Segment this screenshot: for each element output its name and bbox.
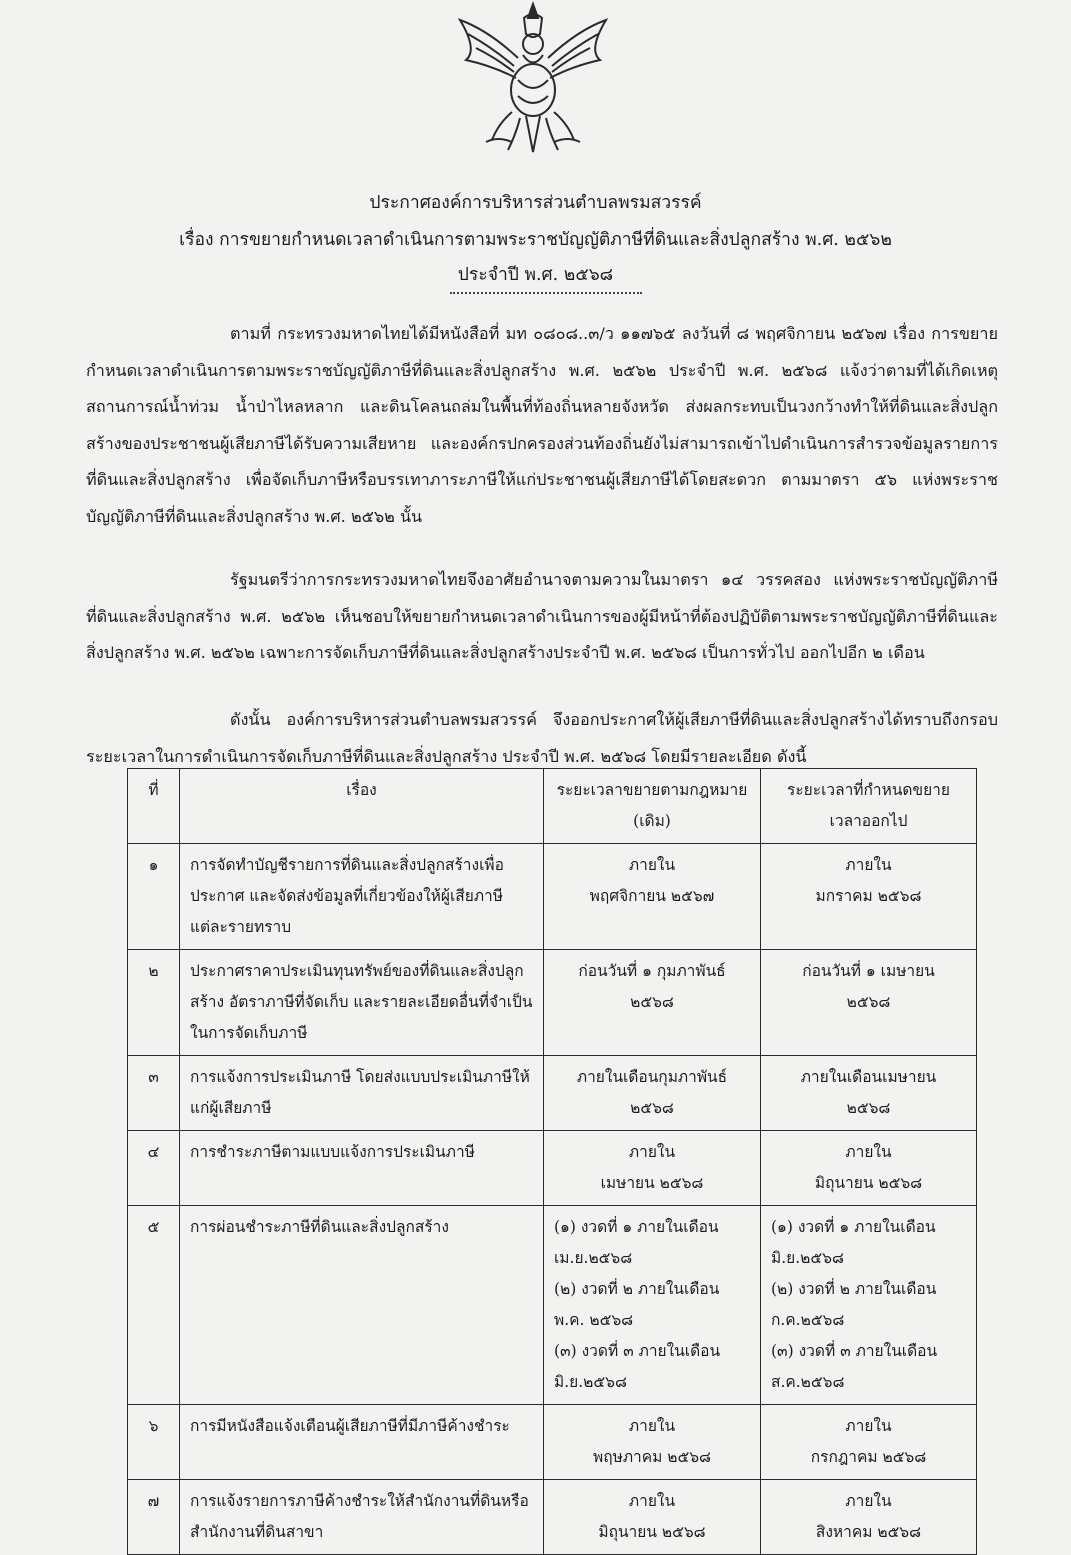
ext-line: ๒๕๖๘ xyxy=(846,1099,891,1117)
announcement-title: ประกาศองค์การบริหารส่วนตำบลพรมสวรรค์ xyxy=(369,193,702,213)
row-no: ๒ xyxy=(128,950,180,1056)
orig-line: ภายในเดือนกุมภาพันธ์ xyxy=(576,1068,728,1086)
paragraph-3: ดังนั้น องค์การบริหารส่วนตำบลพรมสวรรค์ จึงออกประกาศให้ผู้เสียภาษีที่ดินและสิ่งปลูกสร้างได้ทราบถึงกรอบระยะเวลาในการดำเนินการจัดเก็บภาษีที่ดินและสิ่งปลูกสร้าง ประจำปี พ.ศ. ๒๕๖๘ โดยมีรายละเอียด ดังนี้ xyxy=(86,710,998,766)
announcement-subject: เรื่อง การขยายกำหนดเวลาดำเนินการตามพระราชบัญญัติภาษีที่ดินและสิ่งปลูกสร้าง พ.ศ. ๒๕๖๒ xyxy=(179,230,892,250)
ext-line: ภายใน xyxy=(845,1492,892,1510)
ext-line: สิงหาคม ๒๕๖๘ xyxy=(815,1523,922,1541)
orig-line: พ.ค. ๒๕๖๘ xyxy=(554,1311,634,1329)
ext-line: ภายในเดือนเมษายน xyxy=(800,1068,937,1086)
row-topic: ประกาศราคาประเมินทุนทรัพย์ของที่ดินและสิ่งปลูกสร้าง อัตราภาษีที่จัดเก็บ และรายละเอียดอื่นที่จำเป็น ในการจัดเก็บภาษี xyxy=(180,950,544,1056)
orig-line: พฤศจิกายน ๒๕๖๗ xyxy=(589,887,715,905)
table-header-row xyxy=(128,769,977,844)
orig-line: พฤษภาคม ๒๕๖๘ xyxy=(593,1448,711,1466)
row-topic: การชำระภาษีตามแบบแจ้งการประเมินภาษี xyxy=(180,1131,544,1206)
row-no: ๕ xyxy=(128,1206,180,1405)
ext-line: มกราคม ๒๕๖๘ xyxy=(815,887,922,905)
orig-line: ก่อนวันที่ ๑ กุมภาพันธ์ xyxy=(578,962,726,980)
garuda-emblem-icon xyxy=(448,0,618,158)
orig-line: (๓) งวดที่ ๓ ภายในเดือน xyxy=(554,1342,721,1360)
dotted-divider xyxy=(450,292,642,294)
ext-line: มิ.ย.๒๕๖๘ xyxy=(771,1249,844,1267)
row-no: ๗ xyxy=(128,1480,180,1555)
orig-line: ภายใน xyxy=(628,1417,676,1435)
ext-line: ภายใน xyxy=(845,1143,892,1161)
row-no: ๔ xyxy=(128,1131,180,1206)
row-topic: การแจ้งรายการภาษีค้างชำระให้สำนักงานที่ดินหรือสำนักงานที่ดินสาขา xyxy=(180,1480,544,1555)
ext-line: กรกฎาคม ๒๕๖๘ xyxy=(810,1448,927,1466)
orig-line: ๒๕๖๘ xyxy=(630,993,674,1011)
orig-line: ภายใน xyxy=(628,1492,676,1510)
row-topic: การผ่อนชำระภาษีที่ดินและสิ่งปลูกสร้าง xyxy=(180,1206,544,1405)
table-row xyxy=(128,1480,977,1555)
schedule-table xyxy=(127,768,977,1555)
table-row xyxy=(128,844,977,950)
orig-line: (๒) งวดที่ ๒ ภายในเดือน xyxy=(554,1280,720,1298)
table-row xyxy=(128,1131,977,1206)
row-no: ๖ xyxy=(128,1405,180,1480)
orig-line: (๑) งวดที่ ๑ ภายในเดือน xyxy=(554,1218,719,1236)
orig-line: ภายใน xyxy=(628,1143,676,1161)
row-topic: การจัดทำบัญชีรายการที่ดินและสิ่งปลูกสร้างเพื่อประกาศ และจัดส่งข้อมูลที่เกี่ยวข้องให้ผู้เสียภาษีแต่ละรายทราบ xyxy=(180,844,544,950)
ext-line: ๒๕๖๘ xyxy=(846,993,891,1011)
header-topic: เรื่อง xyxy=(180,769,544,844)
header-original-period: ระยะเวลาขยายตามกฎหมาย (เดิม) xyxy=(544,769,761,844)
header-no: ที่ xyxy=(128,769,180,844)
orig-line: มิ.ย.๒๕๖๘ xyxy=(554,1373,627,1391)
ext-line: (๒) งวดที่ ๒ ภายในเดือน xyxy=(771,1280,937,1298)
orig-line: เม.ย.๒๕๖๘ xyxy=(554,1249,633,1267)
header-extended-period: ระยะเวลาที่กำหนดขยายเวลาออกไป xyxy=(761,769,977,844)
table-row xyxy=(128,1405,977,1480)
paragraph-1: ตามที่ กระทรวงมหาดไทยได้มีหนังสือที่ มท ๐๘๐๘..๓/ว ๑๑๗๖๕ ลงวันที่ ๘ พฤศจิกายน ๒๕๖๗ เรื่อง การขยายกำหนดเวลาดำเนินการตามพระราชบัญญัติภาษีที่ดินและสิ่งปลูกสร้าง พ.ศ. ๒๕๖๒ ประจำปี พ.ศ. ๒๕๖๘ แจ้งว่าตามที่ได้เกิดเหตุสถานการณ์น้ำท่วม น้ำป่าไหลหลาก และดินโคลนถล่มในพื้นที่ท้องถิ่นหลายจังหวัด ส่งผลกระทบเป็นวงกว้างทำให้ที่ดินและสิ่งปลูกสร้างของประชาชนผู้เสียภาษีได้รับความเสียหาย และองค์กรปกครองส่วนท้องถิ่นยังไม่สามารถเข้าไปดำเนินการสำรวจข้อมูลรายการที่ดินและสิ่งปลูกสร้าง เพื่อจัดเก็บภาษีหรือบรรเทาภาระภาษีให้แก่ประชาชนผู้เสียภาษีได้โดยสะดวก ตามมาตรา ๕๖ แห่งพระราชบัญญัติภาษีที่ดินและสิ่งปลูกสร้าง พ.ศ. ๒๕๖๒ นั้น xyxy=(86,324,998,526)
table-row xyxy=(128,1056,977,1131)
orig-line: ภายใน xyxy=(628,856,676,874)
row-no: ๑ xyxy=(128,844,180,950)
orig-line: มิถุนายน ๒๕๖๘ xyxy=(598,1523,706,1541)
ext-line: ก่อนวันที่ ๑ เมษายน xyxy=(802,962,935,980)
orig-line: เมษายน ๒๕๖๘ xyxy=(600,1174,704,1192)
orig-line: ๒๕๖๘ xyxy=(630,1099,674,1117)
table-row xyxy=(128,1206,977,1405)
ext-line: ภายใน xyxy=(845,1417,892,1435)
paragraph-2: รัฐมนตรีว่าการกระทรวงมหาดไทยจึงอาศัยอำนาจตามความในมาตรา ๑๔ วรรคสอง แห่งพระราชบัญญัติภาษีที่ดินและสิ่งปลูกสร้าง พ.ศ. ๒๕๖๒ เห็นชอบให้ขยายกำหนดเวลาดำเนินการของผู้มีหน้าที่ต้องปฏิบัติตามพระราชบัญญัติภาษีที่ดินและสิ่งปลูกสร้าง พ.ศ. ๒๕๖๒ เฉพาะการจัดเก็บภาษีที่ดินและสิ่งปลูกสร้างประจำปี พ.ศ. ๒๕๖๘ เป็นการทั่วไป ออกไปอีก ๒ เดือน xyxy=(86,570,998,662)
ext-line: ก.ค.๒๕๖๘ xyxy=(771,1311,845,1329)
ext-line: ภายใน xyxy=(845,856,892,874)
row-topic: การมีหนังสือแจ้งเตือนผู้เสียภาษีที่มีภาษีค้างชำระ xyxy=(180,1405,544,1480)
row-no: ๓ xyxy=(128,1056,180,1131)
table-row xyxy=(128,950,977,1056)
ext-line: (๓) งวดที่ ๓ ภายในเดือน xyxy=(771,1342,938,1360)
ext-line: (๑) งวดที่ ๑ ภายในเดือน xyxy=(771,1218,936,1236)
announcement-year: ประจำปี พ.ศ. ๒๕๖๘ xyxy=(457,265,614,285)
ext-line: ส.ค.๒๕๖๘ xyxy=(771,1373,845,1391)
ext-line: มิถุนายน ๒๕๖๘ xyxy=(814,1174,923,1192)
row-topic: การแจ้งการประเมินภาษี โดยส่งแบบประเมินภาษีให้แก่ผู้เสียภาษี xyxy=(180,1056,544,1131)
